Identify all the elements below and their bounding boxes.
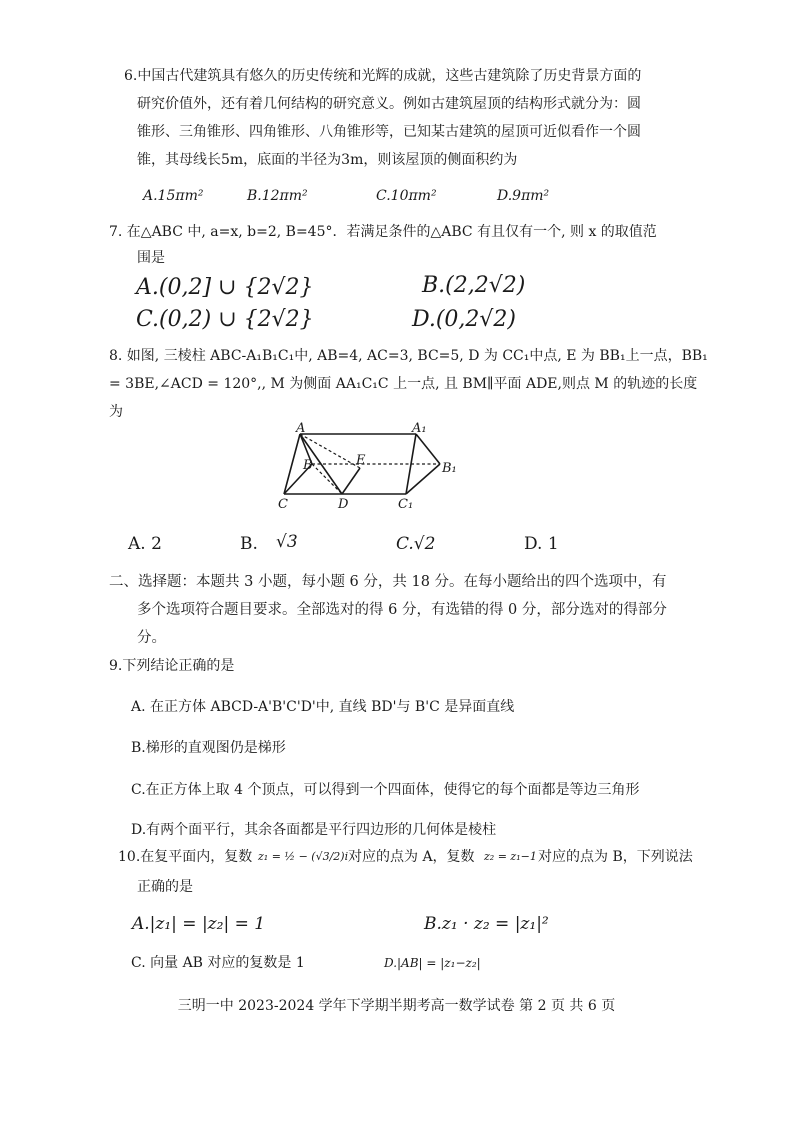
q8-option-c: C.√2 [396,534,436,554]
q10-option-c: C. 向量 AB 对应的复数是 1 [131,955,305,971]
q9-option-d: D.有两个面平行，其余各面都是平行四边形的几何体是棱柱 [131,822,497,838]
label-c: C [278,497,288,512]
section2-line2: 多个选项符合题目要求。全部选对的得 6 分，有选错的得 0 分，部分选对的得部分 [137,602,667,618]
q9-stem: 9.下列结论正确的是 [109,658,235,674]
q10-option-b: B.z₁ · z₂ = |z₁|² [424,914,549,934]
label-c1: C₁ [398,497,414,512]
q7-line1: 7. 在△ABC 中, a=x, b=2, B=45°．若满足条件的△ABC 有且仅有一个, 则 x 的取值范 [109,224,657,240]
q10-line1-a: 10.在复平面内，复数 [118,849,253,865]
edge-b-d-dashed [312,464,342,494]
q8-option-b-value: √3 [276,532,298,552]
label-e: E [356,453,366,468]
q8-line2: = 3BE,∠ACD = 120°,, M 为侧面 AA₁C₁C 上一点, 且 BM∥平面 ADE,则点 M 的轨迹的长度 [109,376,698,392]
section2-line3: 分。 [137,630,166,646]
page-footer: 三明一中 2023-2024 学年下学期半期考高一数学试卷 第 2 页 共 6 页 [177,998,616,1014]
q6-line2: 研究价值外，还有着几何结构的研究意义。例如古建筑屋顶的结构形式就分为：圆 [137,96,641,112]
q6-option-d: D.9πm² [497,188,550,204]
edge-b1-c1 [406,464,440,494]
q8-option-b: B. [240,534,258,554]
q7-option-a: A.(0,2] ∪ {2√2} [136,275,314,300]
label-a: A [296,421,306,436]
q10-option-a: A.|z₁| = |z₂| = 1 [132,914,266,934]
q7-option-b: B.(2,2√2) [422,273,526,298]
label-a1: A₁ [412,421,427,436]
q9-option-b: B.梯形的直观图仍是梯形 [131,740,286,756]
q6-line1: 6.中国古代建筑具有悠久的历史传统和光辉的成就，这些古建筑除了历史背景方面的 [124,68,642,84]
q9-option-a: A. 在正方体 ABCD-A'B'C'D'中, 直线 BD'与 B'C 是异面直线 [131,699,515,715]
q9-option-c: C.在正方体上取 4 个顶点，可以得到一个四面体，使得它的每个面都是等边三角形 [131,782,640,798]
q10-z1-expression: z₁ = ½ − (√3/2)i [258,850,349,863]
q6-option-b: B.12πm² [247,188,308,204]
label-b1: B₁ [442,461,457,476]
q7-option-d: D.(0,2√2) [412,307,517,332]
edge-a1-b1 [416,434,440,464]
q8-option-a: A. 2 [128,534,162,554]
q6-option-a: A.15πm² [143,188,204,204]
q10-line2: 正确的是 [137,879,193,895]
edge-d-e [342,468,360,494]
q10-z2-expression: z₂ = z₁−1 [484,850,537,863]
q6-option-c: C.10πm² [376,188,437,204]
q7-option-c: C.(0,2) ∪ {2√2} [136,307,314,332]
q8-option-d: D. 1 [524,534,559,554]
q6-line4: 锥，其母线长5m，底面的半径为3m，则该屋顶的侧面积约为 [137,152,518,168]
label-d: D [338,497,349,512]
q7-line2: 围是 [137,250,165,266]
q8-line3: 为 [109,404,123,420]
q8-line1: 8. 如图, 三棱柱 ABC-A₁B₁C₁中, AB=4, AC=3, BC=5, D 为 CC₁中点, E 为 BB₁上一点，BB₁ [109,348,708,364]
prism-figure [272,420,472,520]
q10-line1-c: 对应的点为 B，下列说法 [538,849,693,865]
label-b: B [303,458,313,473]
q6-line3: 锥形、三角锥形、四角锥形、八角锥形等，已知某古建筑的屋顶可近似看作一个圆 [137,124,641,140]
q10-line1-b: 对应的点为 A，复数 [348,849,475,865]
section2-line1: 二、选择题：本题共 3 小题，每小题 6 分，共 18 分。在每小题给出的四个选项中，有 [109,574,667,590]
q10-option-d: D.|AB| = |z₁−z₂| [384,956,481,970]
